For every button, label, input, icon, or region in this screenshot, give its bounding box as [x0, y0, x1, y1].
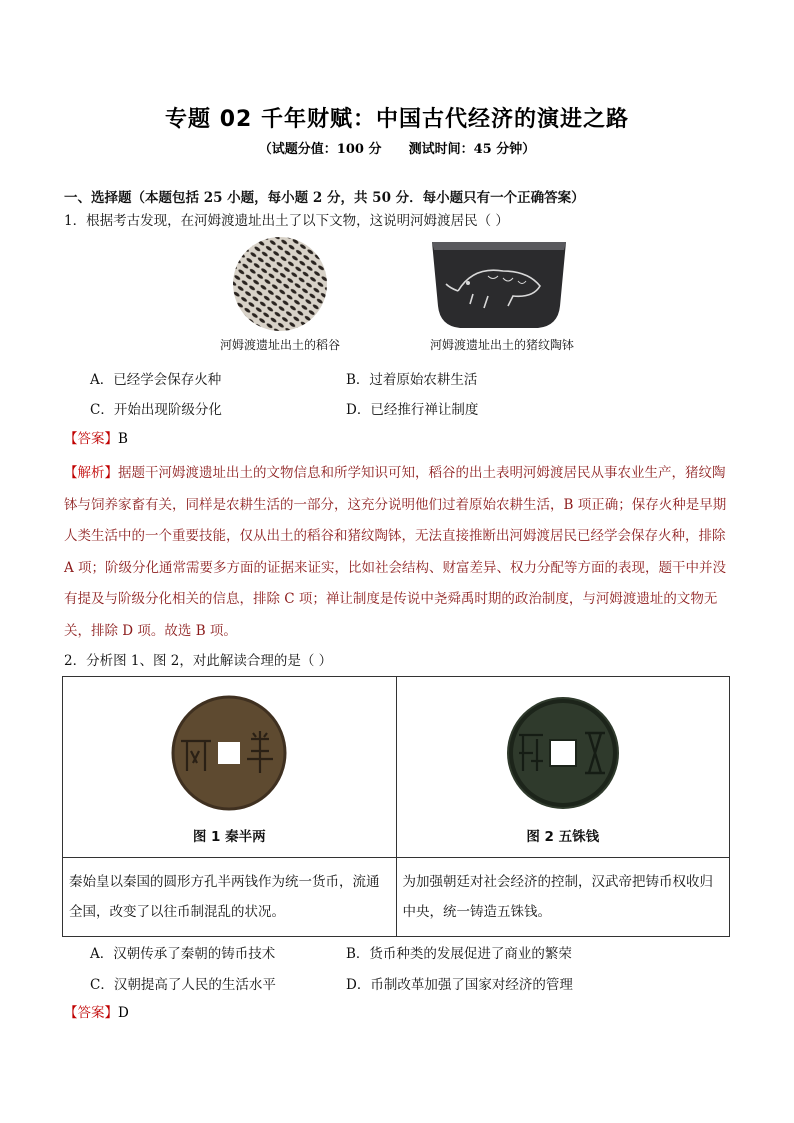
q1-option-c: C．开始出现阶级分化 [90, 402, 222, 418]
answer-label: 【答案】 [64, 431, 118, 447]
answer-value: D [118, 1005, 129, 1021]
q2-option-b: B．货币种类的发展促进了商业的繁荣 [346, 946, 572, 962]
page-title: 专题 02 千年财赋：中国古代经济的演进之路 [165, 107, 629, 132]
figure-caption-qin-banliang: 图 1 秦半两 [192, 829, 266, 845]
analysis-text: 据题干河姆渡遗址出土的文物信息和所学知识可知，稻谷的出土表明河姆渡居民从事农业生产，猪纹陶钵与饲养家畜有关，同样是农耕生活的一部分，这充分说明他们过着原始农耕生活，B 项正确；保存火种是早期人类生活中的一个重要技能，仅从出土的稻谷和猪纹陶钵，无法直接推断出河姆渡居民已经学会保存火种，排除 A 项；阶级分化通常需要多方面的证据来证实，比如社会结构、财富差异、权力分配等方面的表现，题干中并没有提及与阶级分化相关的信息，排除 C 项；禅让制度是传说中尧舜禹时期的政治制度，与河姆渡遗址的文物无关，排除 D 项。故选 B 项。 [64, 465, 727, 639]
q1-option-b: B．过着原始农耕生活 [346, 372, 478, 388]
q1-option-d: D．已经推行禅让制度 [346, 402, 479, 418]
q2-option-a: A．汉朝传承了秦朝的铸币技术 [90, 946, 276, 962]
q1-analysis [64, 458, 730, 647]
q2-option-d: D．币制改革加强了国家对经济的管理 [346, 977, 573, 993]
banliang-coin-image [159, 691, 299, 821]
figure-caption-wuzhu: 图 2 五铢钱 [526, 829, 600, 845]
wuzhu-coin-image [493, 691, 633, 821]
q2-option-c: C．汉朝提高了人民的生活水平 [90, 977, 276, 993]
figure-caption-rice: 河姆渡遗址出土的稻谷 [219, 338, 340, 352]
figure-caption-pottery: 河姆渡遗址出土的猪纹陶钵 [429, 338, 574, 352]
rice-grains-image [230, 234, 330, 334]
answer-label: 【答案】 [64, 1005, 118, 1021]
page-subtitle: （试题分值：100 分 测试时间：45 分钟） [258, 142, 536, 157]
pig-pottery-bowl-image [428, 236, 570, 332]
analysis-label: 【解析】 [64, 465, 118, 481]
q1-option-a: A．已经学会保存火种 [90, 372, 222, 388]
question-1-stem: 1．根据考古发现，在河姆渡遗址出土了以下文物，这说明河姆渡居民（ ） [64, 213, 509, 229]
coin-cell-banliang [63, 677, 397, 858]
question-1-figures [200, 234, 600, 354]
answer-value: B [118, 431, 128, 447]
wuzhu-description: 为加强朝廷对社会经济的控制，汉武帝把铸币权收归中央，统一铸造五铢钱。 [396, 858, 730, 937]
q1-answer [64, 428, 744, 450]
question-2-stem: 2．分析图 1、图 2，对此解读合理的是（ ） [64, 653, 333, 669]
section-heading: 一、选择题（本题包括 25 小题，每小题 2 分，共 50 分．每小题只有一个正确答案） [64, 190, 585, 206]
coin-cell-wuzhu [396, 677, 730, 858]
q2-answer [64, 1002, 744, 1024]
coin-comparison-table [62, 676, 730, 937]
banliang-description: 秦始皇以秦国的圆形方孔半两钱作为统一货币，流通全国，改变了以往币制混乱的状况。 [63, 858, 397, 937]
